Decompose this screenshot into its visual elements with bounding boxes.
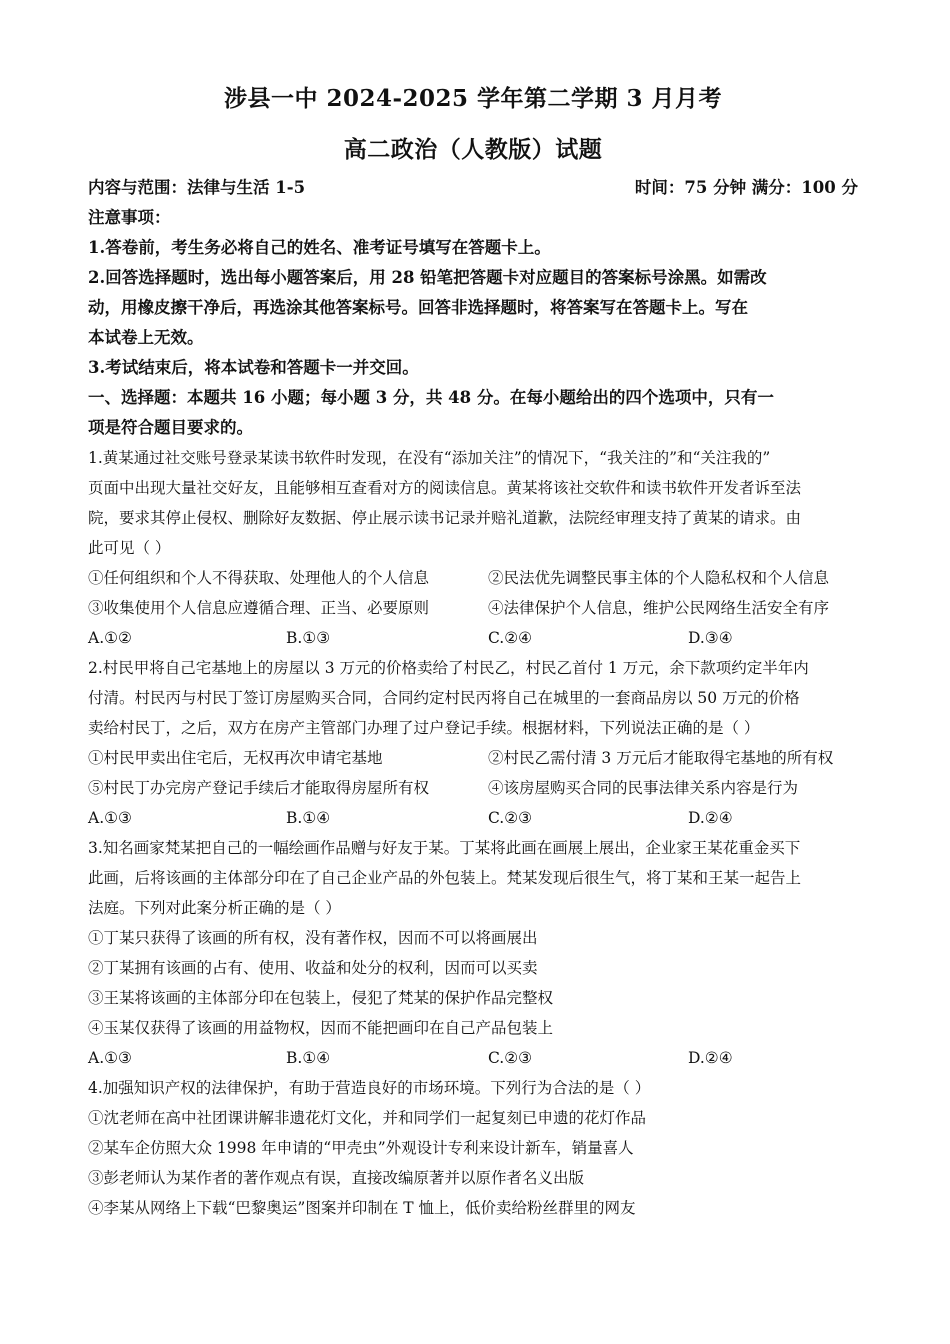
q4-stem-line-1: 4.加强知识产权的法律保护，有助于营造良好的市场环境。下列行为合法的是（ ） <box>88 1079 651 1097</box>
q4-statement-1: ①沈老师在高中社团课讲解非遗花灯文化，并和同学们一起复刻已申遗的花灯作品 <box>88 1109 647 1127</box>
q2-statement-2: ②村民乙需付清 3 万元后才能取得宅基地的所有权 <box>488 749 834 767</box>
q1-option-d: D.③④ <box>688 629 733 647</box>
notice-item-1: 1.答卷前，考生务必将自己的姓名、准考证号填写在答题卡上。 <box>88 238 551 257</box>
q1-stem-line-4: 此可见（ ） <box>88 539 171 557</box>
notice-item-3: 3.考试结束后，将本试卷和答题卡一并交回。 <box>88 358 419 377</box>
q2-statement-4: ④该房屋购买合同的民事法律关系内容是行为 <box>488 779 799 797</box>
q4-statement-2: ②某车企仿照大众 1998 年申请的“甲壳虫”外观设计专利来设计新车，销量喜人 <box>88 1139 634 1157</box>
q4-statement-4: ④李某从网络上下载“巴黎奥运”图案并印制在 T 恤上，低价卖给粉丝群里的网友 <box>88 1199 636 1217</box>
notice-item-2-line-3: 本试卷上无效。 <box>88 328 204 347</box>
q3-stem-line-3: 法庭。下列对此案分析正确的是（ ） <box>88 899 341 917</box>
q1-statement-2: ②民法优先调整民事主体的个人隐私权和个人信息 <box>488 569 830 587</box>
q2-option-d: D.②④ <box>688 809 733 827</box>
q3-statement-1: ①丁某只获得了该画的所有权，没有著作权，因而不可以将画展出 <box>88 929 538 947</box>
scope-text: 内容与范围：法律与生活 1-5 <box>88 178 306 197</box>
q3-statement-3: ③王某将该画的主体部分印在包装上，侵犯了梵某的保护作品完整权 <box>88 989 554 1007</box>
q2-option-b: B.①④ <box>286 809 331 827</box>
q1-option-c: C.②④ <box>488 629 533 647</box>
q2-option-c: C.②③ <box>488 809 533 827</box>
q3-option-c: C.②③ <box>488 1049 533 1067</box>
q3-option-a: A.①③ <box>88 1049 132 1067</box>
q1-option-a: A.①② <box>88 629 132 647</box>
section-1-heading-line-1: 一、选择题：本题共 16 小题；每小题 3 分，共 48 分。在每小题给出的四个选项中，只有一 <box>88 388 774 407</box>
section-1-heading-line-2: 项是符合题目要求的。 <box>88 418 253 437</box>
q1-statement-3: ③收集使用个人信息应遵循合理、正当、必要原则 <box>88 599 430 617</box>
q3-option-b: B.①④ <box>286 1049 331 1067</box>
notice-item-2-line-2: 动，用橡皮擦干净后，再选涂其他答案标号。回答非选择题时，将答案写在答题卡上。写在 <box>88 298 748 317</box>
exam-subtitle: 高二政治（人教版）试题 <box>343 136 603 163</box>
q1-stem-line-1: 1.黄某通过社交账号登录某读书软件时发现，在没有“添加关注”的情况下，“我关注的”和“关注我的” <box>88 449 771 467</box>
q3-stem-line-1: 3.知名画家梵某把自己的一幅绘画作品赠与好友于某。丁某将此画在画展上展出，企业家王某花重金买下 <box>88 839 801 857</box>
q1-option-b: B.①③ <box>286 629 331 647</box>
notice-heading: 注意事项： <box>88 208 171 227</box>
notice-item-2-line-1: 2.回答选择题时，选出每小题答案后，用 28 铅笔把答题卡对应题目的答案标号涂黑。如需改 <box>88 268 767 287</box>
q3-option-d: D.②④ <box>688 1049 733 1067</box>
q3-stem-line-2: 此画，后将该画的主体部分印在了自己企业产品的外包装上。梵某发现后很生气，将丁某和王某一起告上 <box>88 869 802 887</box>
exam-title: 涉县一中 2024-2025 学年第二学期 3 月月考 <box>223 85 723 112</box>
q4-statement-3: ③彭老师认为某作者的著作观点有误，直接改编原著并以原作者名义出版 <box>88 1169 585 1187</box>
q1-stem-line-2: 页面中出现大量社交好友，且能够相互查看对方的阅读信息。黄某将该社交软件和读书软件开发者诉至法 <box>88 479 802 497</box>
q2-stem-line-2: 付清。村民丙与村民丁签订房屋购买合同，合同约定村民丙将自己在城里的一套商品房以 50 万元的价格 <box>88 689 800 707</box>
q1-stem-line-3: 院，要求其停止侵权、删除好友数据、停止展示读书记录并赔礼道歉，法院经审理支持了黄某的请求。由 <box>88 509 802 527</box>
time-score-text: 时间：75 分钟 满分：100 分 <box>634 178 858 197</box>
q1-statement-1: ①任何组织和个人不得获取、处理他人的个人信息 <box>88 569 430 587</box>
q2-option-a: A.①③ <box>88 809 132 827</box>
q2-stem-line-1: 2.村民甲将自己宅基地上的房屋以 3 万元的价格卖给了村民乙，村民乙首付 1 万元，余下款项约定半年内 <box>88 659 809 677</box>
q2-statement-1: ①村民甲卖出住宅后，无权再次申请宅基地 <box>88 749 383 767</box>
q2-stem-line-3: 卖给村民丁，之后，双方在房产主管部门办理了过户登记手续。根据材料，下列说法正确的是（ ） <box>88 719 760 737</box>
q3-statement-2: ②丁某拥有该画的占有、使用、收益和处分的权利，因而可以买卖 <box>88 959 538 977</box>
q1-statement-4: ④法律保护个人信息，维护公民网络生活安全有序 <box>488 599 830 617</box>
q3-statement-4: ④玉某仅获得了该画的用益物权，因而不能把画印在自己产品包装上 <box>88 1019 554 1037</box>
q2-statement-3: ⑤村民丁办完房产登记手续后才能取得房屋所有权 <box>88 779 430 797</box>
